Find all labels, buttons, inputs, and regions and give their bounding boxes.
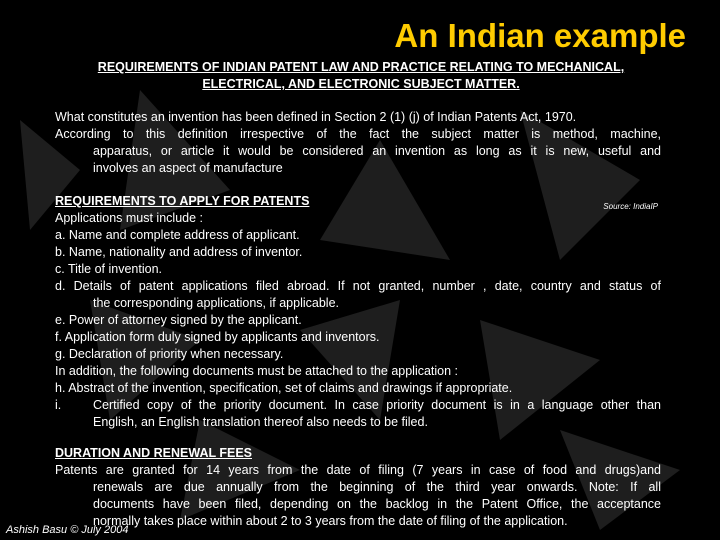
duration-heading: DURATION AND RENEWAL FEES — [55, 446, 252, 460]
source-note: Source: IndiaIP — [603, 202, 658, 211]
list-item: d. Details of patent applications filed abroad. If not granted, number , date, country and status of — [55, 279, 661, 293]
list-item: the corresponding applications, if applicable. — [93, 296, 339, 310]
list-item: e. Power of attorney signed by the applicant. — [55, 313, 302, 327]
duration-line-4: normally takes place within about 2 to 3 years from the date of filing of the application. — [93, 514, 568, 528]
intro-line-4: involves an aspect of manufacture — [93, 161, 283, 175]
item-i-marker: i. — [55, 398, 62, 412]
intro-paragraph — [55, 109, 661, 177]
duration-line-2: renewals are due annually from the beginning of the third year onwards. Note: If all — [93, 480, 661, 494]
intro-line-1: What constitutes an invention has been defined in Section 2 (1) (j) of Indian Patents Act, 1970. — [55, 110, 577, 124]
list-item: a. Name and complete address of applicant. — [55, 228, 300, 242]
requirements-section — [55, 193, 661, 431]
author-footer: Ashish Basu © July 2004 — [6, 524, 129, 536]
list-item: b. Name, nationality and address of inventor. — [55, 245, 303, 259]
list-item: c. Title of invention. — [55, 262, 163, 276]
duration-line-3: documents have been filed, depending on the backlog in the Patent Office, the acceptance — [93, 497, 661, 511]
list-item — [55, 397, 661, 414]
list-item: h. Abstract of the invention, specification, set of claims and drawings if appropriate. — [55, 381, 513, 395]
requirements-heading: REQUIREMENTS TO APPLY FOR PATENTS — [55, 194, 310, 208]
slide-title: An Indian example — [394, 17, 686, 54]
list-item: In addition, the following documents must be attached to the application : — [55, 364, 459, 378]
section-heading — [60, 59, 662, 93]
intro-line-2: According to this definition irrespective of the fact the subject matter is method, machine, — [55, 127, 661, 141]
intro-line-3: apparatus, or article it would be considered an invention as long as it is new, useful and — [93, 144, 661, 158]
list-item: English, an English translation thereof also needs to be filed. — [93, 415, 428, 429]
duration-section — [55, 445, 661, 530]
list-item: f. Application form duly signed by applicants and inventors. — [55, 330, 380, 344]
heading-line-1: REQUIREMENTS OF INDIAN PATENT LAW AND PRACTICE RELATING TO MECHANICAL, — [97, 60, 625, 74]
heading-line-2: ELECTRICAL, AND ELECTRONIC SUBJECT MATTER. — [202, 77, 520, 91]
item-i-text: Certified copy of the priority document. In case priority document is in a language other than — [93, 398, 661, 412]
duration-line-1: Patents are granted for 14 years from the date of filing (7 years in case of food and drugs)and — [55, 463, 661, 477]
list-item: g. Declaration of priority when necessary. — [55, 347, 284, 361]
list-item: Applications must include : — [55, 211, 203, 225]
